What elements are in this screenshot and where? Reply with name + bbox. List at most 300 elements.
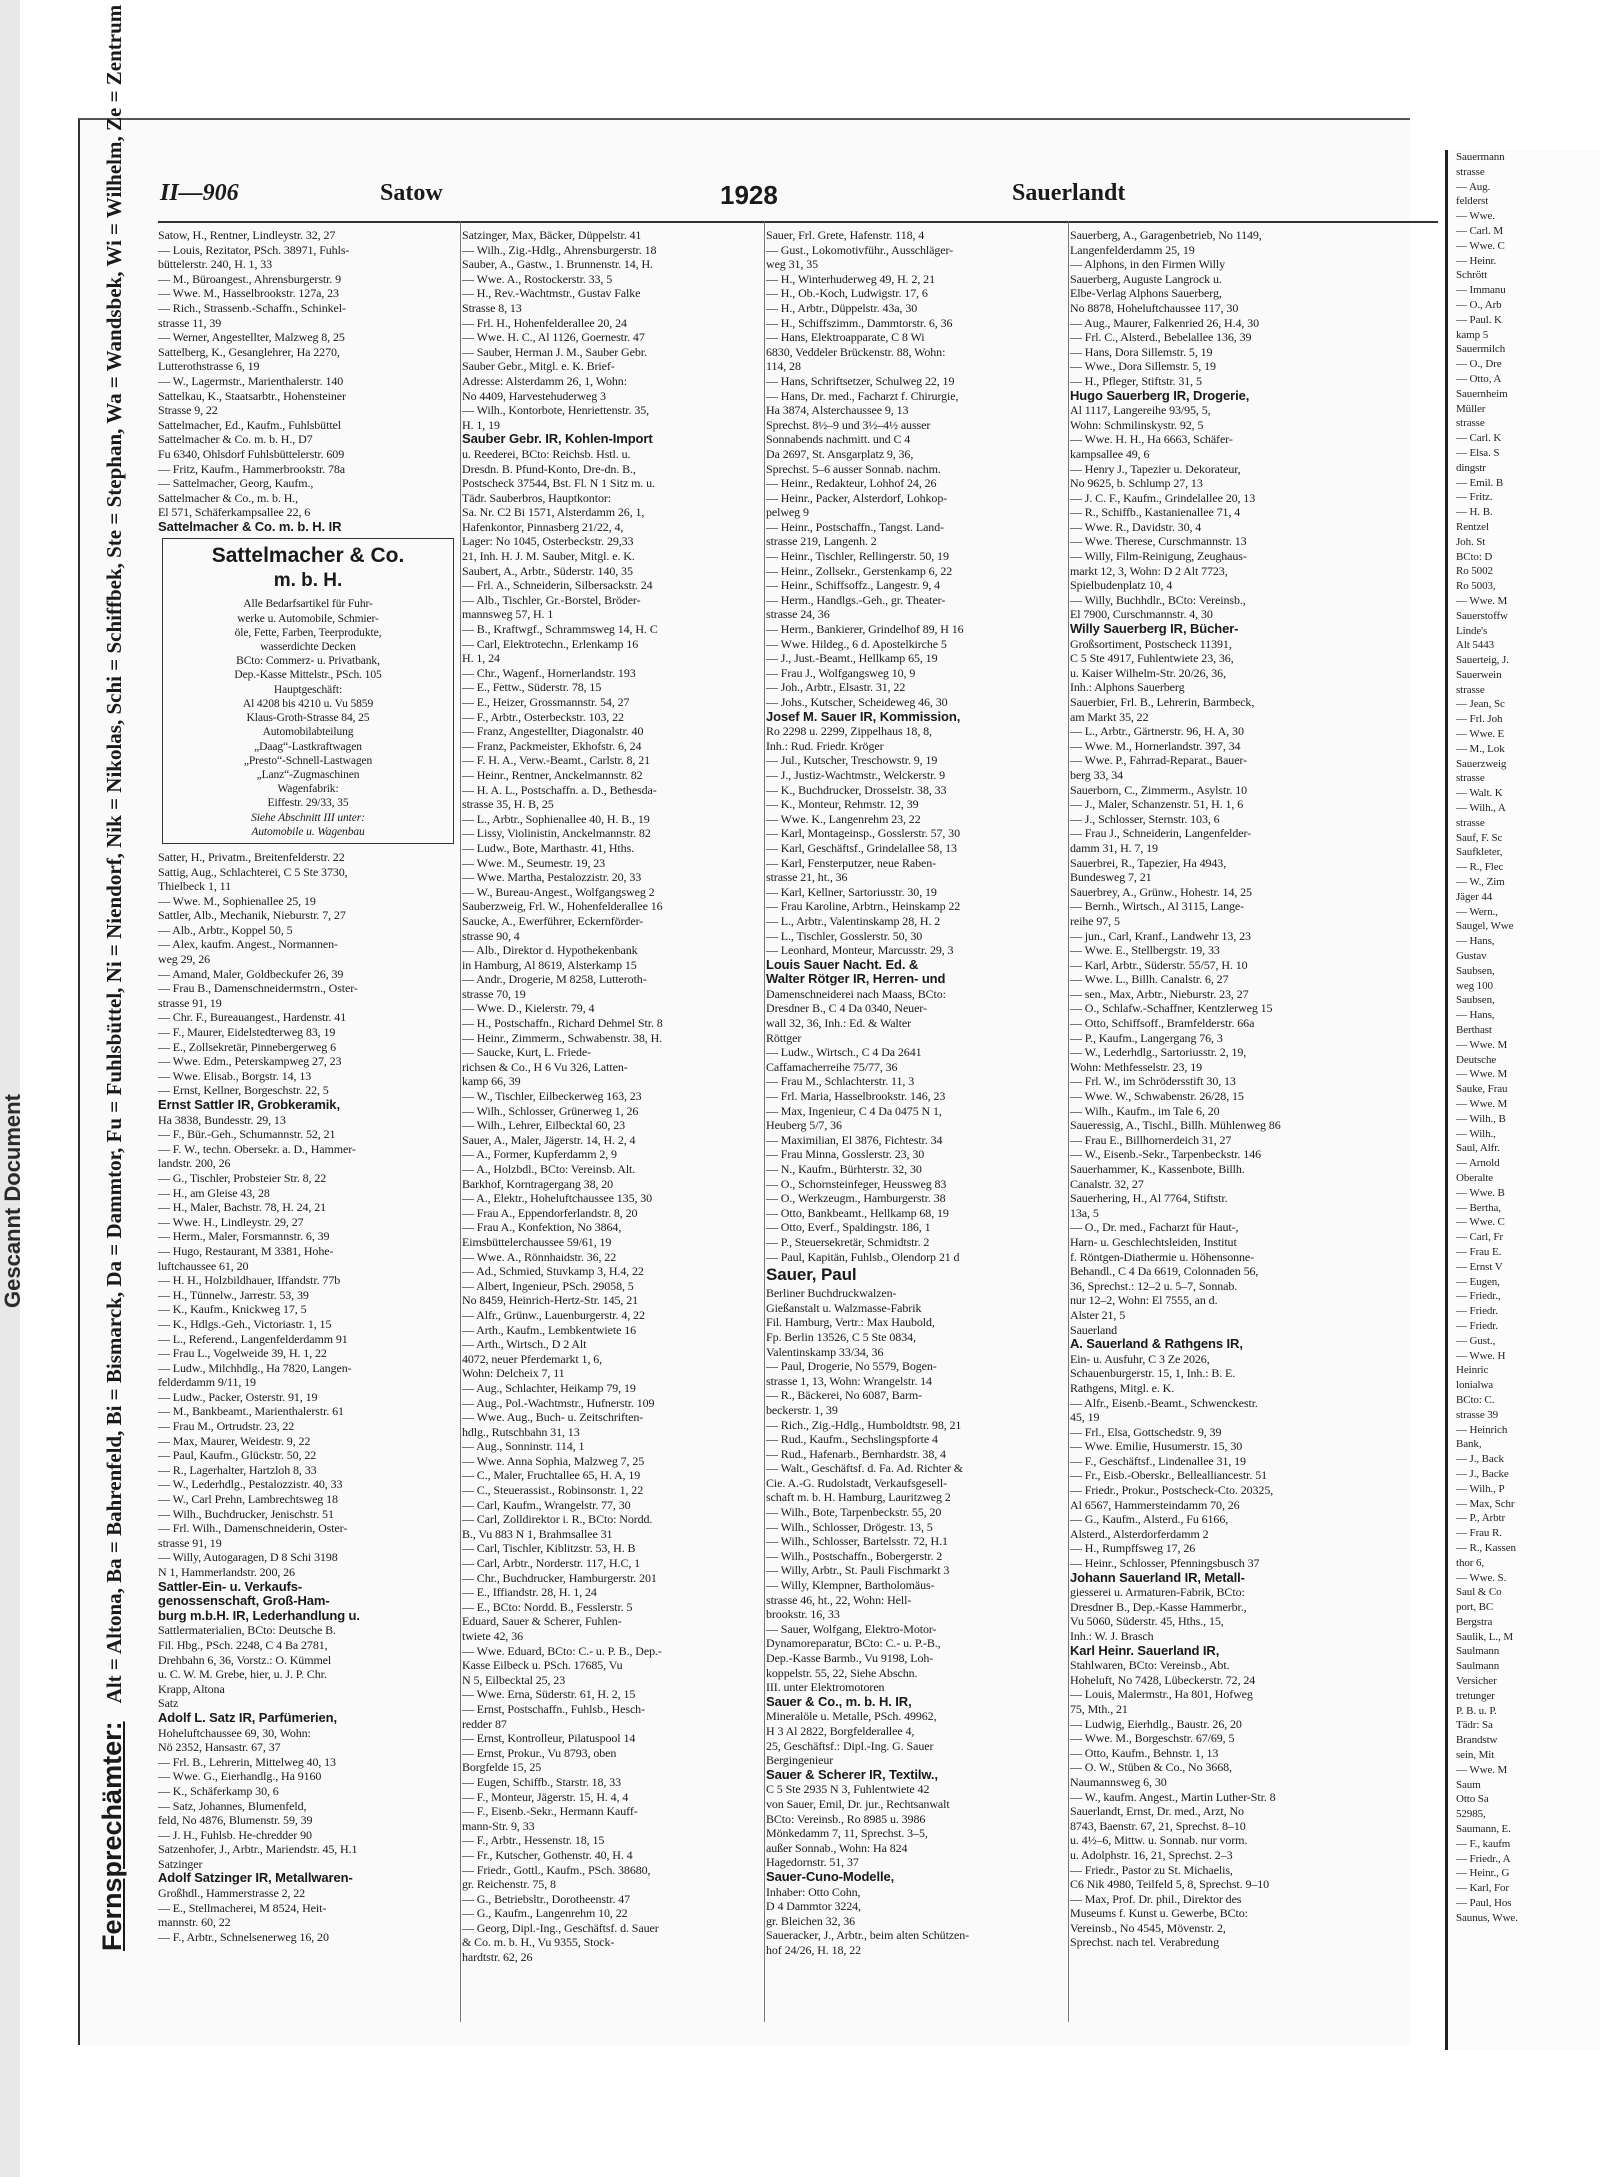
- directory-entry: Sauber Gebr. IR, Kohlen-Import: [462, 432, 653, 447]
- next-page-fragment: Sauerstoffw: [1456, 609, 1508, 622]
- directory-entry: — Alfr., Grünw., Lauenburgerstr. 4, 22: [462, 1307, 645, 1322]
- directory-entry: — J., Maler, Schanzenstr. 51, H. 1, 6: [1070, 797, 1244, 812]
- directory-entry: Dep.-Kasse Barmb., Vu 9198, Loh-: [766, 1651, 934, 1665]
- directory-entry: Hagedornstr. 51, 37: [766, 1855, 859, 1870]
- directory-entry: nur 12–2, Wohn: El 7555, an d.: [1070, 1293, 1218, 1308]
- directory-entry: Sauer, Frl. Grete, Hafenstr. 118, 4: [766, 228, 925, 242]
- next-page-fragment: — Fritz.: [1456, 491, 1493, 504]
- directory-entry: — Fritz, Kaufm., Hammerbrookstr. 78a: [158, 461, 346, 476]
- scan-stamp: Gescannt Document: [0, 1094, 25, 1308]
- directory-entry: 21, Inh. H. J. M. Sauber, Mitgl. e. K.: [462, 549, 635, 564]
- directory-entry: — Saucke, Kurt, L. Friede-: [462, 1045, 592, 1060]
- directory-entry: — H. A. L., Postschaffn. a. D., Bethesda-: [462, 782, 657, 797]
- directory-entry: — E., Heizer, Grossmannstr. 54, 27: [462, 695, 630, 709]
- directory-entry: H. 1, 19: [462, 417, 500, 432]
- directory-entry: weg 29, 26: [158, 952, 210, 967]
- next-page-fragment: — Wwe. S.: [1456, 1571, 1507, 1584]
- directory-entry: — Chr. F., Bureauangest., Hardenstr. 41: [158, 1010, 347, 1025]
- directory-entry: — H., Arbtr., Düppelstr. 43a, 30: [766, 300, 918, 315]
- advert-line: „Lanz“-Zugmaschinen: [256, 768, 360, 781]
- directory-entry: Sa. Nr. C2 Bi 1571, Alsterdamm 26, 1,: [462, 505, 645, 520]
- directory-entry: Vereinsb., No 4545, Mövenstr. 2,: [1070, 1920, 1226, 1935]
- directory-entry: — W., kaufm. Angest., Martin Luther-Str. 8: [1070, 1789, 1276, 1804]
- directory-entry: — Heinr., Rentner, Anckelmannstr. 82: [462, 767, 643, 782]
- directory-entry: richsen & Co., H 6 Vu 326, Latten-: [462, 1059, 628, 1074]
- next-page-fragment: — Carl, Fr: [1456, 1231, 1503, 1244]
- next-page-fragment: — Hans,: [1456, 935, 1495, 948]
- directory-entry: gr. Bleichen 32, 36: [766, 1913, 856, 1928]
- directory-entry: strasse 46, ht., 22, Wohn: Hell-: [766, 1592, 912, 1607]
- directory-entry: burg m.b.H. IR, Lederhandlung u.: [158, 1608, 360, 1623]
- next-page-fragment: — Wwe. H: [1456, 1349, 1506, 1362]
- directory-entry: — Wilh., Kontorbote, Henriettenstr. 35,: [462, 403, 650, 418]
- directory-entry: Louis Sauer Nacht. Ed. &: [766, 957, 919, 972]
- directory-entry: Strasse 8, 13: [462, 300, 522, 315]
- directory-entry: — Ernst, Kellner, Borgeschstr. 22, 5: [158, 1083, 329, 1098]
- next-page-fragment: — Wern.,: [1456, 905, 1498, 918]
- directory-entry: — J., Just.-Beamt., Hellkamp 65, 19: [766, 651, 938, 666]
- directory-entry: Inh.: W. J. Brasch: [1070, 1629, 1154, 1643]
- directory-entry: Großsortiment, Postscheck 11391,: [1070, 636, 1232, 651]
- directory-entry: — A., Former, Kupferdamm 2, 9: [462, 1147, 617, 1162]
- directory-entry: — Wilh., Postschaffn., Bobergerstr. 2: [766, 1548, 943, 1563]
- advert-line: Eiffestr. 29/33, 35: [267, 797, 349, 810]
- directory-entry: — Andr., Drogerie, M 8258, Lutteroth-: [462, 972, 647, 987]
- directory-entry: Sattelkau, K., Staatsarbtr., Hohensteiner: [158, 388, 346, 403]
- next-page-fragment: — Bertha,: [1456, 1201, 1501, 1214]
- next-page-fragment: — Paul, Hos: [1456, 1897, 1512, 1910]
- directory-entry: Inhaber: Otto Cohn,: [766, 1884, 861, 1899]
- advert-line: Al 4208 bis 4210 u. Vu 5859: [242, 697, 374, 710]
- directory-entry: BCto: Vereinsb., Ro 8985 u. 3986: [766, 1811, 926, 1826]
- directory-entry: Sattelmacher & Co. m. b. H., D7: [158, 432, 313, 447]
- directory-entry: — H., am Gleise 43, 28: [158, 1185, 270, 1200]
- directory-entry: — Chr., Wagenf., Hornerlandstr. 193: [462, 665, 636, 680]
- directory-entry: — M., Büroangest., Ahrensburgerstr. 9: [158, 271, 342, 286]
- directory-entry: Ha 3874, Alsterchaussee 9, 13: [766, 403, 909, 418]
- directory-entry: — Karl, Kellner, Sartoriusstr. 30, 19: [766, 884, 937, 899]
- directory-entry: — Alb., Direktor d. Hypothekenbank: [462, 943, 638, 958]
- next-page-fragment: Saul, Alfr.: [1456, 1142, 1500, 1155]
- next-page-fragment: strasse: [1456, 816, 1485, 829]
- next-page-fragment: — Wwe. M: [1456, 594, 1508, 607]
- directory-entry: Johann Sauerland IR, Metall-: [1070, 1570, 1245, 1585]
- directory-entry: — Karl, Arbtr., Süderstr. 55/57, H. 10: [1070, 957, 1248, 972]
- next-page-fragment: Saulik, L., M: [1456, 1630, 1514, 1643]
- directory-entry: u. C. W. M. Grebe, hier, u. J. P. Chr.: [158, 1667, 327, 1682]
- directory-entry: — Alb., Arbtr., Koppel 50, 5: [158, 922, 293, 937]
- next-page-fragment: — Friedr.: [1456, 1319, 1498, 1332]
- next-page-fragment: — Frau R.: [1456, 1527, 1502, 1540]
- directory-entry: N 5, Eilbecktal 25, 23: [462, 1672, 566, 1687]
- directory-entry: — H., Winterhuderweg 49, H. 2, 21: [766, 271, 935, 286]
- directory-entry: — Heinr., Tischler, Rellingerstr. 50, 19: [766, 549, 949, 564]
- directory-column-3: [766, 228, 1066, 2028]
- directory-entry: Al 6567, Hammersteindamm 70, 26: [1070, 1497, 1240, 1512]
- directory-entry: Röttger: [766, 1030, 802, 1045]
- directory-entry: — O., Werkzeugm., Hamburgerstr. 38: [766, 1191, 946, 1206]
- directory-entry: C 5 Ste 2935 N 3, Fuhlentwiete 42: [766, 1782, 930, 1797]
- directory-entry: u. 4½–6, Mittw. u. Sonnab. nur vorm.: [1070, 1833, 1248, 1848]
- advert-line: öle, Fette, Farben, Teerprodukte,: [234, 626, 382, 639]
- directory-entry: Schauenburgerstr. 15, 1, Inh.: B. E.: [1070, 1366, 1236, 1381]
- directory-entry: Behandl., C 4 Da 6619, Colonnaden 56,: [1070, 1264, 1259, 1279]
- directory-entry: — Wilh., Zig.-Hdlg., Ahrensburgerstr. 18: [462, 242, 657, 257]
- directory-entry: gr. Reichenstr. 75, 8: [462, 1877, 556, 1892]
- directory-entry: Thielbeck 1, 11: [158, 879, 232, 894]
- directory-entry: — Wwe. M., Hornerlandstr. 397, 34: [1070, 738, 1241, 753]
- directory-entry: — K., Monteur, Rehmstr. 12, 39: [766, 797, 919, 812]
- next-page-fragment: — R., Flec: [1456, 861, 1504, 874]
- directory-entry: N 1, Hammerlandstr. 200, 26: [158, 1565, 295, 1580]
- directory-entry: Hoheluft, No 7428, Lübeckerstr. 72, 24: [1070, 1672, 1256, 1687]
- directory-entry: — L., Arbtr., Sophienallee 40, H. B., 19: [462, 811, 650, 826]
- next-page-fragment: P. B. u. P.: [1456, 1704, 1497, 1717]
- directory-entry: — L., Tischler, Gosslerstr. 50, 30: [766, 928, 923, 943]
- directory-entry: — Rud., Hafenarb., Bernhardstr. 38, 4: [766, 1446, 946, 1461]
- directory-entry: Spielbudenplatz 10, 4: [1070, 578, 1173, 593]
- directory-entry: Sauerland: [1070, 1322, 1118, 1337]
- next-page-strip: [1445, 150, 1600, 2050]
- directory-entry: Harn- u. Geschlechtsleiden, Institut: [1070, 1234, 1237, 1249]
- directory-entry: — Rich., Strassenb.-Schaffn., Schinkel-: [158, 300, 346, 315]
- next-page-fragment: Schrött: [1456, 269, 1488, 282]
- next-page-fragment: — Frau E.: [1456, 1245, 1502, 1258]
- directory-entry: Satzinger, Max, Bäcker, Düppelstr. 41: [462, 228, 642, 242]
- next-page-fragment: Joh. St: [1456, 535, 1486, 548]
- advert-line: Wagenfabrik:: [277, 783, 339, 796]
- directory-entry: — Wwe. Aug., Buch- u. Zeitschriften-: [462, 1410, 644, 1425]
- directory-entry: Sauer & Scherer IR, Textilw.,: [766, 1767, 938, 1782]
- directory-entry: am Markt 35, 22: [1070, 709, 1149, 724]
- directory-entry: — O., Schornsteinfeger, Heussweg 83: [766, 1176, 947, 1191]
- column-divider: [764, 222, 765, 2022]
- directory-entry: — C., Maler, Fruchtallee 65, H. A, 19: [462, 1468, 641, 1483]
- next-page-fragment: — Paul. K: [1456, 313, 1502, 326]
- directory-entry: Sauerbier, Frl. B., Lehrerin, Barmbeck,: [1070, 695, 1255, 709]
- directory-entry: Alsterd., Alsterdorferdamm 2: [1070, 1526, 1209, 1541]
- directory-entry: — J., Justiz-Wachtmstr., Welckerstr. 9: [766, 767, 946, 782]
- directory-entry: Satzenhofer, J., Arbtr., Mariendstr. 45, H.1: [158, 1842, 358, 1857]
- directory-entry: — H., Rev.-Wachtmstr., Gustav Falke: [462, 286, 641, 301]
- directory-entry: strasse 219, Langenh. 2: [766, 534, 877, 549]
- directory-entry: — Friedr., Prokur., Postscheck-Cto. 20325,: [1070, 1483, 1274, 1498]
- directory-entry: Bundesweg 7, 21: [1070, 870, 1152, 885]
- directory-entry: Postscheck 37544, Bst. Fl. N 1 Sitz m. u.: [462, 476, 655, 491]
- page-header: [80, 180, 1126, 220]
- header-last-entry: Sauerlandt: [1012, 180, 1126, 206]
- directory-entry: — Carl, Tischler, Kiblitzstr. 53, H. B: [462, 1541, 636, 1556]
- directory-entry: — Walt., Geschäftsf. d. Fa. Ad. Richter &: [766, 1461, 964, 1476]
- directory-entry: — Wilh., Lehrer, Eilbecktal 60, 23: [462, 1118, 626, 1133]
- directory-entry: — Ernst, Prokur., Vu 8793, oben: [462, 1745, 617, 1760]
- directory-entry: — Heinr., Redakteur, Lohhof 24, 26: [766, 476, 937, 491]
- directory-entry: — Fr., Eisb.-Oberskr., Bellealliancestr. 51: [1070, 1468, 1267, 1483]
- exchange-legend-title: Fernsprechämter:: [97, 1721, 127, 1951]
- next-page-fragment: — O., Dre: [1456, 358, 1502, 371]
- next-page-fragment: — R., Kassen: [1456, 1541, 1516, 1554]
- next-page-fragment: — J., Back: [1456, 1453, 1504, 1466]
- directory-entry: — F., Arbtr., Osterbeckstr. 103, 22: [462, 709, 624, 724]
- directory-entry: damm 31, H. 7, 19: [1070, 840, 1158, 855]
- next-page-fragment: — Wilh., B: [1456, 1112, 1506, 1125]
- next-page-fragment: — Friedr.,: [1456, 1290, 1501, 1303]
- directory-entry: — Otto, Schiffsoff., Bramfelderstr. 66a: [1070, 1016, 1255, 1031]
- next-page-fragment: — Wilh., P: [1456, 1482, 1505, 1495]
- directory-entry: strasse 91, 19: [158, 995, 222, 1010]
- next-page-fragment: Sauernheim: [1456, 387, 1508, 400]
- directory-entry: Barkhof, Korntragergang 38, 20: [462, 1176, 614, 1191]
- directory-entry: — Wwe. M., Hasselbrookstr. 127a, 23: [158, 286, 339, 301]
- header-rule: [158, 221, 1438, 223]
- directory-entry: Fil. Hamburg, Vertr.: Max Haubold,: [766, 1315, 935, 1330]
- directory-entry: — Willy, Arbtr., St. Pauli Fischmarkt 3: [766, 1563, 950, 1578]
- next-page-fragment: Bergstra: [1456, 1615, 1493, 1628]
- directory-entry: reihe 97, 5: [1070, 913, 1120, 928]
- directory-entry: Saueressig, A., Tischl., Billh. Mühlenweg 86: [1070, 1118, 1281, 1133]
- directory-entry: — Paul, Kapitän, Fuhlsb., Olendorp 21 d: [766, 1249, 960, 1264]
- directory-entry: Hugo Sauerberg IR, Drogerie,: [1070, 388, 1250, 403]
- directory-entry: — N., Kaufm., Bürhterstr. 32, 30: [766, 1162, 922, 1176]
- directory-entry: B., Vu 883 N 1, Brahmsallee 31: [462, 1526, 613, 1541]
- directory-entry: — E., Stellmacherei, M 8524, Heit-: [158, 1900, 327, 1915]
- directory-entry: felderdamm 9/11, 19: [158, 1375, 256, 1390]
- directory-entry: strasse 90, 4: [462, 928, 520, 943]
- directory-entry: — Frl. C., Alsterd., Bebelallee 136, 39: [1070, 330, 1252, 345]
- next-page-fragment: strasse: [1456, 417, 1485, 430]
- next-page-fragment: Ro 5002: [1456, 565, 1493, 578]
- directory-entry: — W., Tischler, Eilbeckerweg 163, 23: [462, 1089, 642, 1104]
- directory-entry: Sauer & Co., m. b. H. IR,: [766, 1694, 912, 1709]
- directory-entry: — Wilh., Bote, Tarpenbeckstr. 55, 20: [766, 1505, 942, 1520]
- directory-entry: Sauerbrey, A., Grünw., Hohestr. 14, 25: [1070, 884, 1252, 899]
- directory-entry: Adolf L. Satz IR, Parfümerien,: [158, 1710, 338, 1725]
- next-page-fragment: — Friedr.: [1456, 1305, 1498, 1318]
- directory-entry: — Ad., Schmied, Stuvkamp 3, H.4, 22: [462, 1264, 644, 1279]
- directory-entry: — Willy, Autogaragen, D 8 Schi 3198: [158, 1550, 338, 1565]
- directory-entry: — W., Lagermstr., Marienthalerstr. 140: [158, 373, 344, 388]
- next-page-fragment: — Karl, For: [1456, 1882, 1509, 1895]
- directory-entry: Sauer, Paul: [766, 1265, 857, 1285]
- next-page-fragment: Heinric: [1456, 1364, 1489, 1377]
- directory-entry: Ernst Sattler IR, Grobkeramik,: [158, 1098, 340, 1113]
- next-page-fragment: — Wwe. C: [1456, 239, 1505, 252]
- directory-entry: Cie. A.-G. Rudolstadt, Verkaufsgesell-: [766, 1475, 947, 1490]
- directory-entry: Canalstr. 32, 27: [1070, 1176, 1144, 1191]
- directory-entry: strasse 70, 19: [462, 986, 526, 1001]
- next-page-fragment: Gustav: [1456, 950, 1487, 963]
- next-page-fragment: Saulmann: [1456, 1645, 1500, 1658]
- directory-column-2: [462, 228, 762, 2028]
- directory-entry: — Ernst, Postschaffn., Fuhlsb., Hesch-: [462, 1701, 645, 1716]
- next-page-fragment: — Heinrich: [1456, 1423, 1508, 1436]
- directory-entry: — Frau E., Billhornerdeich 31, 27: [1070, 1132, 1232, 1147]
- next-page-fragment: weg 100: [1456, 979, 1493, 992]
- directory-entry: — Fr., Kutscher, Gothenstr. 40, H. 4: [462, 1847, 633, 1862]
- exchange-legend: [88, 4, 138, 1951]
- directory-entry: 36, Sprechst.: 12–2 u. 5–7, Sonnab.: [1070, 1278, 1238, 1293]
- directory-entry: — Sattelmacher, Georg, Kaufm.,: [158, 476, 314, 491]
- directory-entry: in Hamburg, Al 8619, Alsterkamp 15: [462, 957, 637, 972]
- directory-entry: Saucke, A., Ewerführer, Eckernförder-: [462, 913, 644, 928]
- directory-entry: — W., Lederhdlg., Pestalozzistr. 40, 33: [158, 1477, 343, 1492]
- directory-entry: — Karl, Fensterputzer, neue Raben-: [766, 855, 937, 870]
- directory-entry: — Aug., Maurer, Falkenried 26, H.4, 30: [1070, 315, 1260, 330]
- directory-entry: III. unter Elektromotoren: [766, 1680, 885, 1695]
- directory-entry: — Max, Prof. Dr. phil., Direktor des: [1070, 1891, 1242, 1906]
- directory-entry: — Wwe. E., Stellbergstr. 19, 33: [1070, 943, 1220, 958]
- page-number: II—906: [160, 180, 239, 206]
- directory-entry: — jun., Carl, Kranf., Landwehr 13, 23: [1070, 928, 1251, 943]
- next-page-fragment: Sauke, Frau: [1456, 1083, 1508, 1096]
- directory-entry: 25, Geschäftsf.: Dipl.-Ing. G. Sauer: [766, 1738, 934, 1753]
- next-page-fragment: felderst: [1456, 195, 1489, 208]
- directory-entry: Caffamacherreihe 75/77, 36: [766, 1059, 898, 1074]
- directory-entry: Ein- u. Ausfuhr, C 3 Ze 2026,: [1070, 1351, 1210, 1366]
- directory-entry: — L., Referend., Langenfelderdamm 91: [158, 1331, 348, 1346]
- directory-entry: — Herm., Handlgs.-Geh., gr. Theater-: [766, 592, 946, 607]
- directory-entry: — Friedr., Gottl., Kaufm., PSch. 38680,: [462, 1862, 651, 1877]
- next-page-fragment: port, BC: [1456, 1601, 1494, 1614]
- directory-entry: — Ludw., Wirtsch., C 4 Da 2641: [766, 1045, 922, 1060]
- next-page-fragment: strasse: [1456, 772, 1485, 785]
- directory-entry: — Hans, Schriftsetzer, Schulweg 22, 19: [766, 373, 955, 388]
- directory-entry: strasse 1, 13, Wohn: Wrangelstr. 14: [766, 1373, 932, 1388]
- directory-entry: — Frau Karoline, Arbtrn., Heinskamp 22: [766, 899, 961, 914]
- directory-entry: — Ludw., Packer, Osterstr. 91, 19: [158, 1389, 318, 1404]
- directory-entry: — Karl, Geschäftsf., Grindelallee 58, 13: [766, 840, 957, 855]
- next-page-fragment: Versicher: [1456, 1675, 1497, 1688]
- directory-entry: — Wwe. M., Seumestr. 19, 23: [462, 855, 606, 870]
- directory-entry: Ha 3838, Bundesstr. 29, 13: [158, 1112, 286, 1127]
- next-page-fragment: Sauf, F. Sc: [1456, 831, 1503, 844]
- directory-entry: — W., Carl Prehn, Lambrechtsweg 18: [158, 1492, 338, 1507]
- advert-line: Klaus-Groth-Strasse 84, 25: [246, 712, 370, 725]
- directory-entry: — Maximilian, El 3876, Fichtestr. 34: [766, 1132, 943, 1147]
- directory-entry: — Frau A., Eppendorferlandstr. 8, 20: [462, 1205, 638, 1220]
- directory-entry: Langenfelderdamm 25, 19: [1070, 242, 1195, 257]
- directory-entry: — Frl. H., Hohenfelderallee 20, 24: [462, 315, 627, 330]
- directory-entry: — Carl, Zolldirektor i. R., BCto: Nordd.: [462, 1512, 653, 1527]
- directory-entry: — F., Maurer, Eidelstedterweg 83, 19: [158, 1025, 336, 1040]
- directory-entry: — Wilh., Buchdrucker, Jenischstr. 51: [158, 1506, 334, 1521]
- directory-entry: — B., Kraftwgf., Schrammsweg 14, H. C: [462, 622, 658, 637]
- directory-entry: Krapp, Altona: [158, 1681, 225, 1696]
- directory-entry: u. Kaiser Wilhelm-Str. 20/26, 36,: [1070, 665, 1226, 680]
- directory-entry: Eimsbüttelerchaussee 59/61, 19: [462, 1234, 612, 1249]
- directory-entry: twiete 42, 36: [462, 1629, 524, 1643]
- next-page-fragment: — Wwe. M: [1456, 1763, 1508, 1776]
- directory-entry: — Wilh., Schlosser, Drögestr. 13, 5: [766, 1519, 933, 1534]
- directory-entry: C 5 Ste 4917, Fuhlentwiete 23, 36,: [1070, 651, 1234, 666]
- column-divider: [1068, 222, 1069, 2022]
- directory-entry: — J. H., Fuhlsb. He-chredder 90: [158, 1827, 312, 1842]
- directory-entry: — L., Arbtr., Valentinskamp 28, H. 2: [766, 913, 941, 928]
- next-page-fragment: Sauermilch: [1456, 343, 1506, 356]
- directory-entry: Sauerhammer, K., Kassenbote, Billh.: [1070, 1162, 1245, 1176]
- directory-entry: Saubert, A., Arbtr., Süderstr. 140, 35: [462, 563, 633, 578]
- directory-entry: — Wilh., Schlosser, Grünerweg 1, 26: [462, 1103, 639, 1118]
- directory-entry: — Max, Maurer, Weidestr. 9, 22: [158, 1433, 311, 1448]
- next-page-fragment: kamp 5: [1456, 328, 1489, 341]
- directory-entry: koppelstr. 55, 22, Siehe Abschn.: [766, 1665, 918, 1680]
- next-page-fragment: — Friedr., A: [1456, 1852, 1511, 1865]
- directory-entry: Hoheluftchaussee 69, 30, Wohn:: [158, 1725, 311, 1740]
- directory-entry: — J. C. F., Kaufm., Grindelallee 20, 13: [1070, 490, 1256, 505]
- column-divider: [460, 222, 461, 2022]
- directory-entry: — W., Eisenb.-Sekr., Tarpenbeckstr. 146: [1070, 1147, 1262, 1162]
- next-page-fragment: — P., Arbtr: [1456, 1512, 1506, 1525]
- directory-entry: Kasse Eilbeck u. PSch. 17685, Vu: [462, 1658, 623, 1673]
- next-page-fragment: strasse: [1456, 165, 1485, 178]
- directory-entry: — Wilh., Kaufm., im Tale 6, 20: [1070, 1103, 1220, 1118]
- next-page-fragment: — Heinr., G: [1456, 1867, 1510, 1880]
- directory-entry: Adolf Satzinger IR, Metallwaren-: [158, 1871, 353, 1886]
- directory-entry: 114, 28: [766, 359, 801, 374]
- directory-entry: strasse 11, 39: [158, 315, 222, 330]
- directory-entry: Hafenkontor, Pinnasberg 21/22, 4,: [462, 519, 624, 534]
- directory-entry: — Wwe. R., Davidstr. 30, 4: [1070, 519, 1202, 534]
- directory-entry: — Ernst, Kontrolleur, Pilatuspool 14: [462, 1731, 636, 1746]
- directory-entry: Sonnabends nachmitt. und C 4: [766, 432, 911, 447]
- directory-entry: — Wwe. D., Kielerstr. 79, 4: [462, 1001, 595, 1016]
- directory-entry: — Frau A., Konfektion, No 3864,: [462, 1220, 622, 1235]
- directory-entry: strasse 21, ht., 36: [766, 870, 848, 885]
- directory-entry: 8743, Baenstr. 67, 21, Sprechst. 8–10: [1070, 1818, 1246, 1833]
- directory-entry: 13a, 5: [1070, 1205, 1099, 1220]
- directory-entry: — Werner, Angestellter, Malzweg 8, 25: [158, 330, 345, 345]
- next-page-fragment: Sauerwein: [1456, 668, 1502, 681]
- directory-entry: Sattlermaterialien, BCto: Deutsche B.: [158, 1623, 336, 1638]
- next-page-fragment: Sauerteig, J.: [1456, 654, 1509, 667]
- advert-line: „Daag“-Lastkraftwagen: [254, 740, 362, 753]
- directory-entry: Sauerberg, A., Garagenbetrieb, No 1149,: [1070, 228, 1262, 242]
- next-page-fragment: — Wwe. C: [1456, 1216, 1505, 1229]
- next-page-fragment: — Gust.,: [1456, 1334, 1496, 1347]
- directory-entry: Sattelmacher & Co., m. b. H.,: [158, 490, 299, 505]
- directory-entry: Sprechst. nach tel. Verabredung: [1070, 1935, 1219, 1950]
- directory-entry: Satzinger: [158, 1856, 203, 1871]
- directory-entry: Drehbahn 6, 36, Vorstz.: O. Kümmel: [158, 1652, 332, 1667]
- directory-entry: — Wwe. Elisab., Borgstr. 14, 13: [158, 1068, 312, 1083]
- directory-entry: — Frau L., Vogelweide 39, H. 1, 22: [158, 1346, 327, 1361]
- directory-entry: Sauerhering, H., Al 7764, Stiftstr.: [1070, 1191, 1228, 1206]
- directory-entry: schaft m. b. H. Hamburg, Lauritzweg 2: [766, 1490, 951, 1505]
- directory-entry: — H., Pfleger, Stiftstr. 31, 5: [1070, 373, 1202, 388]
- directory-entry: Großhdl., Hammerstrasse 2, 22: [158, 1886, 306, 1901]
- directory-entry: 45, 19: [1070, 1410, 1100, 1425]
- directory-entry: — Wwe. G., Eierhandlg., Ha 9160: [158, 1769, 322, 1784]
- directory-entry: — F., Eisenb.-Sekr., Hermann Kauff-: [462, 1804, 638, 1819]
- directory-entry: — Alex, kaufm. Angest., Normannen-: [158, 937, 338, 952]
- directory-entry: Sauber Gebr., Mitgl. e. K. Brief-: [462, 359, 615, 374]
- directory-entry: 6830, Veddeler Brückenstr. 88, Wohn:: [766, 344, 946, 359]
- directory-entry: Sauerlandt, Ernst, Dr. med., Arzt, No: [1070, 1804, 1244, 1819]
- directory-entry: — H., Schiffszimm., Dammtorstr. 6, 36: [766, 315, 953, 330]
- next-page-fragment: — J., Backe: [1456, 1467, 1509, 1480]
- advert-title: Sattelmacher & Co.: [211, 544, 405, 568]
- directory-entry: — K., Buchdrucker, Drosselstr. 38, 33: [766, 782, 947, 797]
- directory-entry: — Aug., Sonninstr. 114, 1: [462, 1439, 585, 1454]
- directory-entry: — H., Rumpffsweg 17, 26: [1070, 1541, 1196, 1556]
- next-page-fragment: — Frl. Joh: [1456, 713, 1503, 726]
- directory-entry: berg 33, 34: [1070, 767, 1124, 782]
- directory-entry: u. Reederei, BCto: Reichsb. Hstl. u.: [462, 446, 631, 461]
- directory-entry: — P., Steuersekretär, Schmidtstr. 2: [766, 1234, 930, 1249]
- directory-entry: Sauerborn, C., Zimmerm., Asylstr. 10: [1070, 782, 1248, 797]
- directory-entry: — Wwe. Emilie, Husumerstr. 15, 30: [1070, 1439, 1243, 1454]
- next-page-fragment: — Wwe. M: [1456, 1038, 1508, 1051]
